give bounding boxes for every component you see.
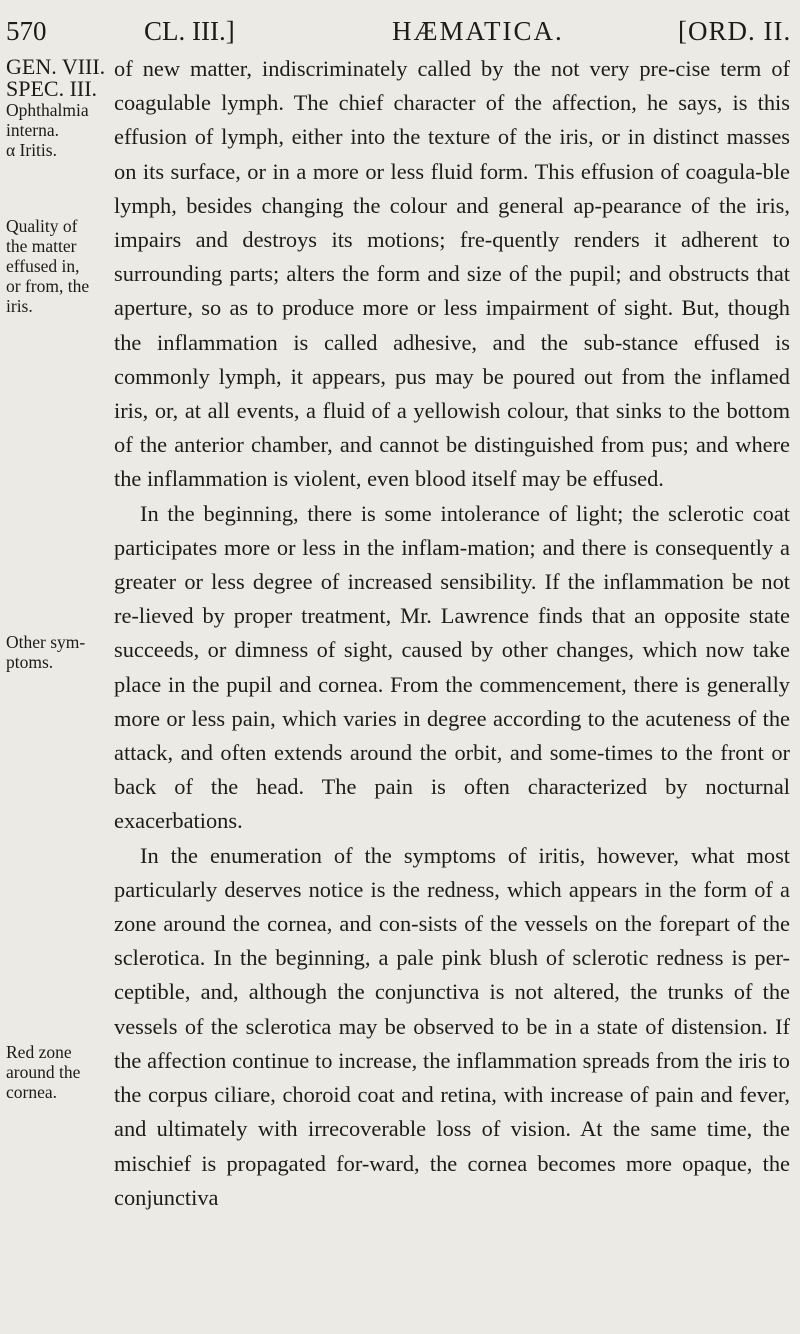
running-title: HÆMATICA. [392, 16, 564, 46]
running-header [6, 14, 794, 48]
margin-note-line: interna. [6, 120, 59, 140]
order-reference: [ORD. II. [678, 16, 792, 46]
paragraph: In the enumeration of the symptoms of iritis, however, what most particularly deserves notice is the redness, which appears in the form of a zone around the cornea, and con-sists of the vessels on the forepart of the sclerotica. In the beginning, a pale pink blush of sclerotic redness is per-ceptible, and, although the conjunctiva is not altered, the trunks of the vessels of the sclerotica may be observed to be in a state of distension. If the affection continue to increase, the inflammation spreads from the iris to the corpus ciliare, choroid coat and retina, with increase of pain and fever, and ultimately with irrecoverable loss of vision. At the same time, the mischief is propagated for-ward, the cornea becomes more opaque, the conjunctiva [114, 842, 790, 1210]
margin-note-red-zone [6, 1042, 114, 1102]
margin-note-line: or from, the [6, 276, 90, 296]
margin-note-other-symptoms [6, 632, 114, 672]
margin-note-line: iris. [6, 296, 33, 316]
body-text [114, 52, 790, 1215]
margin-note-line: Quality of [6, 216, 78, 236]
page-number: 570 [6, 16, 47, 46]
margin-note-line: Red zone [6, 1042, 72, 1062]
paragraph: In the beginning, there is some intolerance of light; the sclerotic coat participates more or less in the inflam-mation; and there is consequently a greater or less degree of increased sensibility. If the inflammation be not re-lieved by proper treatment, Mr. Lawrence finds that an opposite state succeeds, or dimness of sight, caused by other changes, which now take place in the pupil and cornea. From the commencement, there is generally more or less pain, which varies in degree according to the acuteness of the attack, and often extends around the orbit, and some-times to the front or back of the head. The pain is often characterized by nocturnal exacerbations. [114, 500, 790, 834]
margin-note-line: cornea. [6, 1082, 58, 1102]
margin-note-line: GEN. VIII. [6, 54, 106, 79]
margin-note-line: ptoms. [6, 652, 54, 672]
margin-note-genus [6, 56, 114, 160]
margin-note-line: effused in, [6, 256, 80, 276]
chapter-reference: CL. III.] [144, 16, 235, 46]
margin-note-line: SPEC. III. [6, 76, 98, 101]
margin-note-quality [6, 216, 114, 316]
margin-note-line: around the [6, 1062, 81, 1082]
margin-note-line: Other sym- [6, 632, 86, 652]
margin-note-line: the matter [6, 236, 77, 256]
margin-note-line: Ophthalmia [6, 100, 89, 120]
paragraph: of new matter, indiscriminately called by the not very pre-cise term of coagulable lymph. The chief character of the affection, he says, is this effusion of lymph, either into the texture of the iris, or in distinct masses on its surface, or in a more or less fluid form. This effusion of coagula-ble lymph, besides changing the colour and general ap-pearance of the iris, impairs and destroys its motions; fre-quently renders it adherent to surrounding parts; alters the form and size of the pupil; and obstructs that aperture, so as to produce more or less impairment of sight. But, though the inflammation is called adhesive, and the sub-stance effused is commonly lymph, it appears, pus may be poured out from the inflamed iris, or, at all events, a fluid of a yellowish colour, that sinks to the bottom of the anterior chamber, and cannot be distinguished from pus; and where the inflammation is violent, even blood itself may be effused. [114, 56, 790, 492]
margin-note-line: α Iritis. [6, 140, 57, 160]
